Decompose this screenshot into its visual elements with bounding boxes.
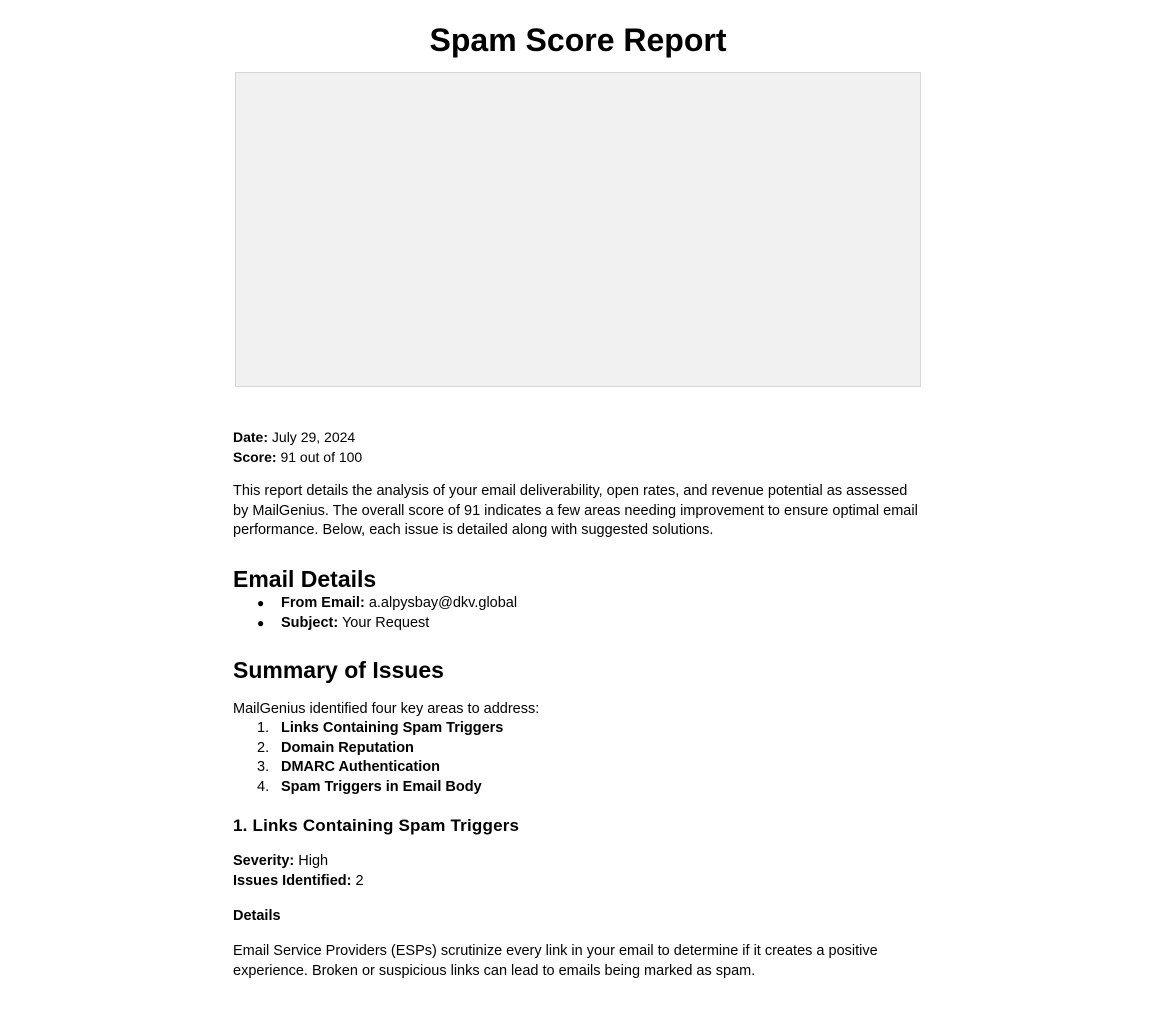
score-value: 91 out of 100 [276,448,363,465]
list-item [233,593,923,613]
severity-value: High [294,853,329,869]
bullet-icon: ● [257,595,265,610]
issue-list [233,719,923,797]
date-row [233,428,923,448]
list-item [233,719,923,739]
date-label: Date: [233,429,269,445]
list-item [233,778,923,798]
issue1-heading: 1. Links Containing Spam Triggers [233,816,520,835]
list-number: 4. [257,778,270,795]
date-value: July 29, 2024 [268,429,356,445]
email-details-heading: Email Details [233,565,377,592]
subject-label: Subject: [281,614,339,631]
intro-paragraph: This report details the analysis of your email deliverability, open rates, and revenue potential as assessed by MailGenius. The overall score of 91 indicates a few areas needing improvement to ensure optimal email performance. Below, each issue is detailed along with suggested solutions. [233,483,918,538]
report-image-placeholder [235,72,921,387]
issue-label: DMARC Authentication [281,759,440,775]
from-email-label: From Email: [281,594,365,611]
issue1-meta [233,852,923,891]
score-row [233,448,923,468]
list-item [233,739,923,759]
issues-identified-row [233,872,923,892]
report-meta [233,428,923,467]
details-paragraph: Email Service Providers (ESPs) scrutinize every link in your email to determine if it creates a positive experience. Broken or suspicious links can lead to emails being marked as spam. [233,943,878,979]
list-number: 3. [257,759,270,775]
issues-identified-value: 2 [351,872,364,889]
details-heading: Details [233,908,281,924]
summary-heading: Summary of Issues [233,656,444,683]
score-label: Score: [233,448,277,465]
issue-label: Domain Reputation [281,739,414,756]
list-number: 2. [257,739,270,756]
report-page [233,0,923,981]
list-item [233,758,923,778]
page-title: Spam Score Report [429,22,727,58]
subject-value: Your Request [338,614,430,631]
severity-row [233,852,923,872]
list-item [233,613,923,633]
from-email-value: a.alpysbay@dkv.global [364,594,518,611]
issues-identified-label: Issues Identified: [233,872,352,889]
severity-label: Severity: [233,853,295,869]
bullet-icon: ● [257,615,265,630]
email-details-list [233,593,923,633]
issue-label: Spam Triggers in Email Body [281,778,482,795]
issue-label: Links Containing Spam Triggers [281,720,504,736]
list-number: 1. [257,720,270,736]
summary-intro: MailGenius identified four key areas to address: [233,700,540,717]
